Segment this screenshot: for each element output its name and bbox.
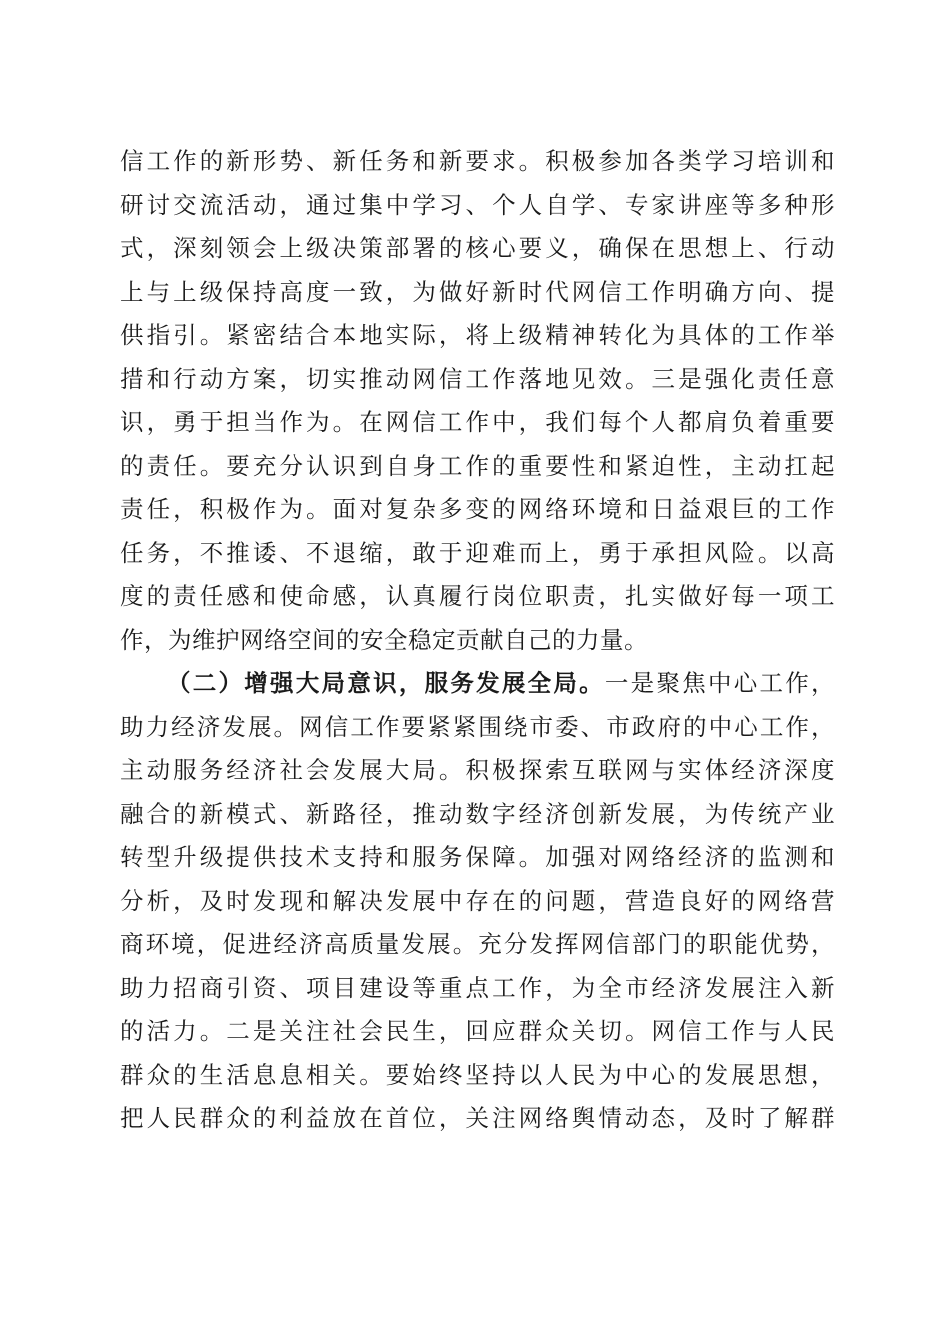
text-line: 的责任。要充分认识到自身工作的重要性和紧迫性，主动扛起 [120,451,835,480]
text-line: 研讨交流活动，通过集中学习、个人自学、专家讲座等多种形 [120,190,835,219]
text-line: 把人民群众的利益放在首位，关注网络舆情动态，及时了解群 [120,1104,835,1132]
section-heading-rest: 一是聚焦中心工作， [604,669,836,697]
text-line: 融合的新模式、新路径，推动数字经济创新发展，为传统产业 [120,799,835,828]
section-heading-line [120,662,835,706]
text-line: 主动服务经济社会发展大局。积极探索互联网与实体经济深度 [120,756,835,784]
text-line: 信工作的新形势、新任务和新要求。积极参加各类学习培训和 [120,147,835,175]
text-line: 式，深刻领会上级决策部署的核心要义，确保在思想上、行动 [120,234,835,262]
text-line: 助力经济发展。网信工作要紧紧围绕市委、市政府的中心工作， [120,712,835,741]
text-line: 分析，及时发现和解决发展中存在的问题，营造良好的网络营 [120,886,835,915]
text-line: 度的责任感和使命感，认真履行岗位职责，扎实做好每一项工 [120,582,835,610]
section-heading: （二）增强大局意识，服务发展全局。 [167,669,605,697]
text-line: 措和行动方案，切实推动网信工作落地见效。三是强化责任意 [120,364,835,393]
body-text [120,140,835,1141]
text-line: 上与上级保持高度一致，为做好新时代网信工作明确方向、提 [120,277,835,306]
text-line: 助力招商引资、项目建设等重点工作，为全市经济发展注入新 [120,973,835,1002]
text-line: 供指引。紧密结合本地实际，将上级精神转化为具体的工作举 [120,321,835,349]
text-line: 的活力。二是关注社会民生，回应群众关切。网信工作与人民 [120,1017,835,1045]
text-line: 作，为维护网络空间的安全稳定贡献自己的力量。 [120,625,648,654]
text-line: 商环境，促进经济高质量发展。充分发挥网信部门的职能优势， [120,930,835,958]
text-line: 责任，积极作为。面对复杂多变的网络环境和日益艰巨的工作 [120,495,835,523]
text-line: 任务，不推诿、不退缩，敢于迎难而上，勇于承担风险。以高 [120,538,835,567]
text-line: 转型升级提供技术支持和服务保障。加强对网络经济的监测和 [120,843,835,871]
text-line: 识，勇于担当作为。在网信工作中，我们每个人都肩负着重要 [120,408,835,436]
text-line: 群众的生活息息相关。要始终坚持以人民为中心的发展思想， [120,1060,835,1089]
